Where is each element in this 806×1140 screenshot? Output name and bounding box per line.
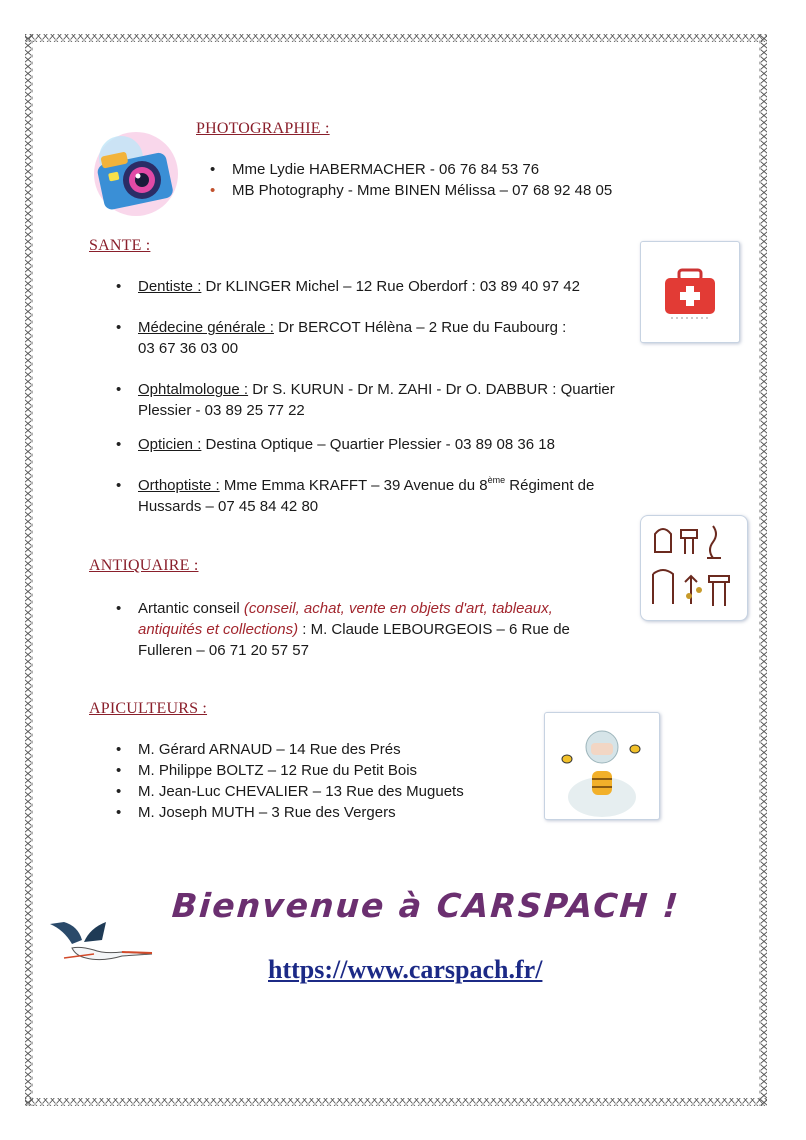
antiquaire-heading: ANTIQUAIRE : (89, 557, 199, 574)
item-label: Ophtalmologue : (138, 381, 249, 398)
antiquaire-name: Artantic conseil (138, 600, 244, 617)
antiques-illustration (640, 515, 748, 621)
list-item (112, 475, 652, 517)
list-item (112, 317, 652, 359)
item-text: Dr BERCOT Hélèna – 2 Rue du Faubourg : (273, 319, 567, 336)
antiquaire-list (112, 598, 612, 661)
list-item (112, 434, 652, 455)
list-item: • M. Joseph MUTH – 3 Rue des Vergers (112, 802, 464, 823)
photographie-heading: PHOTOGRAPHIE : (196, 120, 330, 137)
first-aid-kit-icon (641, 242, 739, 342)
item-text: Dr S. KURUN - Dr M. ZAHI - Dr O. DABBUR : Quartier (248, 381, 615, 398)
list-item (112, 598, 612, 661)
list-item: • M. Gérard ARNAUD – 14 Rue des Prés (112, 739, 464, 760)
list-item: • M. Jean-Luc CHEVALIER – 13 Rue des Muguets (112, 781, 464, 802)
item-label: Opticien : (138, 436, 202, 453)
photographie-list (206, 159, 612, 201)
antiques-icon (641, 516, 747, 620)
item-label: Médecine générale : (138, 319, 274, 336)
superscript: ème (487, 475, 506, 485)
list-item: • Mme Lydie HABERMACHER - 06 76 84 53 76 (206, 159, 612, 180)
welcome-banner: Bienvenue à CARSPACH ! (170, 886, 682, 925)
apiculteurs-heading: APICULTEURS : (89, 700, 208, 717)
beekeeper-icon (545, 713, 659, 819)
antiquaire-contact: Fulleren – 06 71 20 57 57 (138, 642, 309, 659)
stork-icon (44, 918, 156, 974)
sante-list (112, 276, 652, 517)
item-text: Mme Emma KRAFFT – 39 Avenue du 8 (219, 477, 488, 494)
first-aid-kit-illustration (640, 241, 740, 343)
item-text: Régiment de (505, 477, 595, 494)
list-item: • MB Photography - Mme BINEN Mélissa – 07 68 92 48 05 (206, 180, 612, 201)
camera-illustration (86, 128, 188, 220)
item-text-line2: Hussards – 07 45 84 42 80 (138, 498, 319, 515)
sante-heading: SANTE : (89, 237, 151, 254)
list-item: • M. Philippe BOLTZ – 12 Rue du Petit Bois (112, 760, 464, 781)
item-text-line2: 03 67 36 03 00 (138, 340, 239, 357)
list-item (112, 276, 652, 297)
antiquaire-contact: : M. Claude LEBOURGEOIS – 6 Rue de (298, 621, 570, 638)
item-text: Dr KLINGER Michel – 12 Rue Oberdorf : 03 89 40 97 42 (201, 278, 580, 295)
item-label: Orthoptiste : (138, 477, 220, 494)
item-text: Destina Optique – Quartier Plessier - 03 89 08 36 18 (201, 436, 555, 453)
list-item (112, 379, 652, 421)
website-link[interactable]: https://www.carspach.fr/ (268, 955, 543, 984)
antiquaire-description: antiquités et collections) (138, 621, 299, 638)
camera-icon (86, 128, 188, 220)
beekeeper-illustration (544, 712, 660, 820)
apiculteurs-list (112, 739, 464, 823)
stork-illustration (44, 918, 156, 974)
antiquaire-description: (conseil, achat, vente en objets d'art, tableaux, (243, 600, 553, 617)
item-text-line2: Plessier - 03 89 25 77 22 (138, 402, 305, 419)
item-label: Dentiste : (138, 278, 202, 295)
